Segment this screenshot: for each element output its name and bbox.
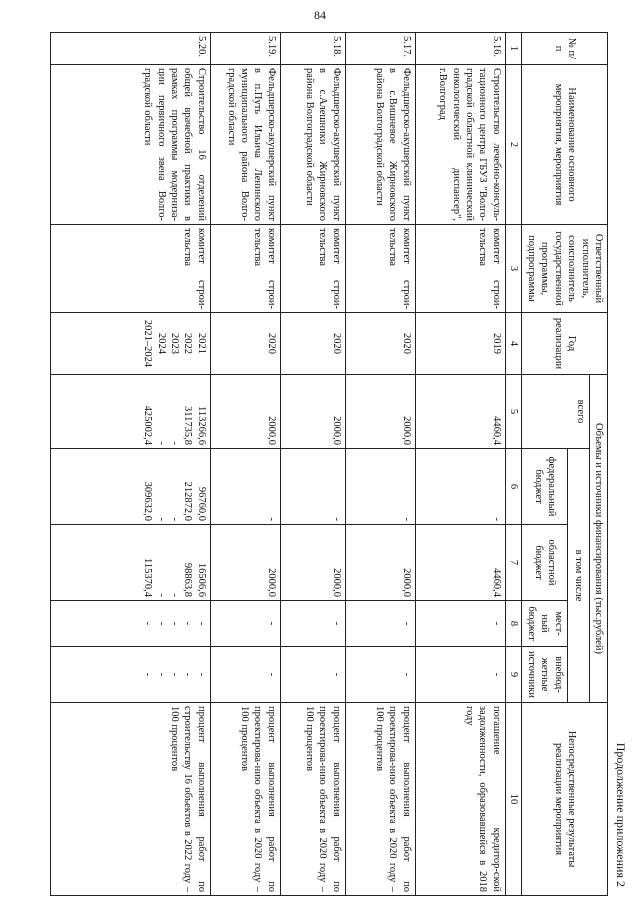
- activity-name: Строительство 16 отделений общей врачебной практики в рамках программы модерниза-ции первичного звена Волго-градской области: [50, 65, 210, 225]
- funding-total: [50, 375, 210, 449]
- implementation-year: [280, 313, 345, 375]
- funding-extrabudget-value: -: [330, 672, 342, 677]
- funding-local-value: -: [490, 621, 502, 626]
- column-number: 5: [505, 375, 521, 449]
- funding-extrabudget: [345, 647, 415, 703]
- column-number: 9: [505, 647, 521, 703]
- column-number: 3: [505, 225, 521, 313]
- funding-extrabudget-value: -: [155, 672, 167, 677]
- funding-regional-value: -: [155, 593, 167, 597]
- funding-local-value: -: [195, 621, 207, 626]
- funding-regional-value: 2000,0: [330, 568, 342, 597]
- header-federal: федеральный бюджет: [522, 449, 567, 525]
- activity-name: Строительство лечебно-консуль-тационного центра ГБУЗ "Волго-градской областной клинический онкологический диспансер", г.Волгоград: [415, 65, 505, 225]
- funding-local-value: -: [169, 621, 181, 626]
- funding-federal-value: -: [490, 517, 502, 521]
- funding-federal-value: -: [330, 517, 342, 521]
- funding-regional-value: 4460,4: [490, 568, 502, 597]
- implementation-year-value: 2021: [195, 333, 207, 354]
- table-row: [280, 33, 345, 896]
- header-extrabudget: внебюд-жетные источники: [522, 647, 567, 703]
- funding-total-value: 2000,0: [265, 416, 277, 445]
- funding-total: [415, 375, 505, 449]
- column-number-row: [505, 33, 521, 896]
- funding-regional: [345, 525, 415, 601]
- funding-extrabudget-value: -: [195, 672, 207, 677]
- funding-regional-value: -: [169, 593, 181, 597]
- funding-total-value: 311735,8: [182, 406, 194, 445]
- header-no: № п/п: [522, 33, 608, 65]
- table-body: [50, 33, 505, 896]
- funding-extrabudget: [280, 647, 345, 703]
- funding-local: [210, 601, 280, 647]
- funding-regional: [50, 525, 210, 601]
- activity-result: процент выполнения работ по проектирова-нию объекта в 2020 году – 100 процентов: [345, 703, 415, 896]
- funding-regional-value: 2000,0: [265, 568, 277, 597]
- column-number: 7: [505, 525, 521, 601]
- funding-total: [210, 375, 280, 449]
- funding-regional: [415, 525, 505, 601]
- funding-total-value: -: [155, 441, 167, 445]
- funding-extrabudget-value: -: [169, 672, 181, 677]
- responsible-executor: комитет строи-тельства: [345, 225, 415, 313]
- funding-federal-value: 96760,0: [195, 486, 207, 521]
- funding-local-value: -: [155, 621, 167, 626]
- header-including: в том числе: [567, 449, 589, 703]
- funding-regional: [210, 525, 280, 601]
- funding-regional-value: 115370,4: [142, 558, 154, 597]
- implementation-year: [50, 313, 210, 375]
- responsible-executor: комитет строи-тельства: [210, 225, 280, 313]
- activity-name: Фельдшерско-акушерский пункт в с.Вишневое Жирновского района Волгоградской области: [345, 65, 415, 225]
- funding-local: [415, 601, 505, 647]
- row-number: 5.17.: [345, 33, 415, 65]
- funding-extrabudget-value: -: [490, 672, 502, 677]
- implementation-year-value: 2019: [490, 333, 502, 354]
- funding-federal: [50, 449, 210, 525]
- activity-result: процент выполнения работ по проектирова-нию объекта в 2020 году – 100 процентов: [280, 703, 345, 896]
- responsible-executor: комитет строи-тельства: [280, 225, 345, 313]
- header-row-1: [589, 33, 607, 896]
- funding-local-value: -: [330, 621, 342, 626]
- header-regional: областной бюджет: [522, 525, 567, 601]
- funding-total-value: 2000,0: [400, 416, 412, 445]
- funding-total: [345, 375, 415, 449]
- funding-total-value: -: [169, 441, 181, 445]
- funding-local-value: -: [265, 621, 277, 626]
- activity-name: Фельдшерско-акушерский пункт в п.Путь Ильича Ленинского муниципального района Волго-градской области: [210, 65, 280, 225]
- funding-regional-value: 16506,6: [195, 562, 207, 597]
- funding-extrabudget-value: -: [182, 672, 194, 677]
- funding-local-value: -: [182, 621, 194, 626]
- column-number: 6: [505, 449, 521, 525]
- implementation-year: [415, 313, 505, 375]
- funding-local: [345, 601, 415, 647]
- header-responsible: Ответственный исполнитель, соисполнитель государственной программы, подпрограммы: [522, 225, 608, 313]
- row-number: 5.19.: [210, 33, 280, 65]
- column-number: 4: [505, 313, 521, 375]
- funding-extrabudget: [210, 647, 280, 703]
- activity-result: процент выполнения работ по проектирова-нию объекта в 2020 году – 100 процентов: [210, 703, 280, 896]
- rotated-page-content: [18, 32, 628, 895]
- funding-federal: [210, 449, 280, 525]
- program-activities-table: [50, 32, 608, 896]
- row-number: 5.16.: [415, 33, 505, 65]
- funding-federal: [415, 449, 505, 525]
- table-row: [345, 33, 415, 896]
- funding-total-value: 2000,0: [330, 416, 342, 445]
- activity-result: погашение кредитор-ской задолженности, образовавшейся в 2018 году: [415, 703, 505, 896]
- funding-regional-value: 98863,8: [182, 562, 194, 597]
- funding-federal-value: -: [169, 517, 181, 521]
- implementation-year: [210, 313, 280, 375]
- funding-extrabudget: [50, 647, 210, 703]
- header-year: Год реализации: [522, 313, 608, 375]
- column-number: 2: [505, 65, 521, 225]
- funding-local: [50, 601, 210, 647]
- implementation-year-value: 2020: [265, 333, 277, 354]
- page-number: 84: [314, 8, 326, 22]
- funding-total-value: 4460,4: [490, 416, 502, 445]
- funding-extrabudget: [415, 647, 505, 703]
- column-number: 1: [505, 33, 521, 65]
- funding-federal-value: 309632,0: [142, 481, 154, 521]
- column-number: 8: [505, 601, 521, 647]
- funding-local-value: -: [400, 621, 412, 626]
- funding-federal: [280, 449, 345, 525]
- header-total: всего: [522, 375, 589, 449]
- implementation-year-value: 2023: [169, 333, 181, 354]
- implementation-year-value: 2022: [182, 333, 194, 354]
- appendix-note: Продолжение приложения 2: [614, 742, 628, 887]
- header-local: мест-ный бюджет: [522, 601, 567, 647]
- funding-total-value: 425002,4: [142, 405, 154, 445]
- funding-federal: [345, 449, 415, 525]
- funding-federal-value: -: [155, 517, 167, 521]
- funding-regional: [280, 525, 345, 601]
- funding-extrabudget-value: -: [400, 672, 412, 677]
- funding-federal-value: -: [265, 517, 277, 521]
- activity-name: Фельдшерско-акушерский пункт в с.Алешники Жирновского района Волгоградской области: [280, 65, 345, 225]
- column-number: 10: [505, 703, 521, 896]
- funding-federal-value: -: [400, 517, 412, 521]
- funding-local-value: -: [142, 621, 154, 626]
- implementation-year-value: 2024: [155, 333, 167, 354]
- activity-result: процент выполнения работ по строительству 16 объектов в 2022 году – 100 процентов: [50, 703, 210, 896]
- funding-total: [280, 375, 345, 449]
- table-row: [50, 33, 210, 896]
- funding-local: [280, 601, 345, 647]
- row-number: 5.20.: [50, 33, 210, 65]
- funding-federal-value: 212872,0: [182, 481, 194, 521]
- funding-regional-value: 2000,0: [400, 568, 412, 597]
- header-funding: Объемы и источники финансирования (тыс.рублей): [589, 375, 607, 703]
- header-results: Непосредственные результаты реализации мероприятия: [522, 703, 608, 896]
- funding-extrabudget-value: -: [265, 672, 277, 677]
- implementation-year: [345, 313, 415, 375]
- header-name: Наименование основного мероприятия, мероприятия: [522, 65, 608, 225]
- implementation-year-value: 2020: [330, 333, 342, 354]
- funding-total-value: 113266,6: [195, 406, 207, 445]
- responsible-executor: комитет строи-тельства: [50, 225, 210, 313]
- implementation-year-value: 2021–2024: [142, 319, 154, 368]
- responsible-executor: комитет строи-тельства: [415, 225, 505, 313]
- row-number: 5.18.: [280, 33, 345, 65]
- implementation-year-value: 2020: [400, 333, 412, 354]
- table-row: [210, 33, 280, 896]
- funding-extrabudget-value: -: [142, 672, 154, 677]
- table-row: [415, 33, 505, 896]
